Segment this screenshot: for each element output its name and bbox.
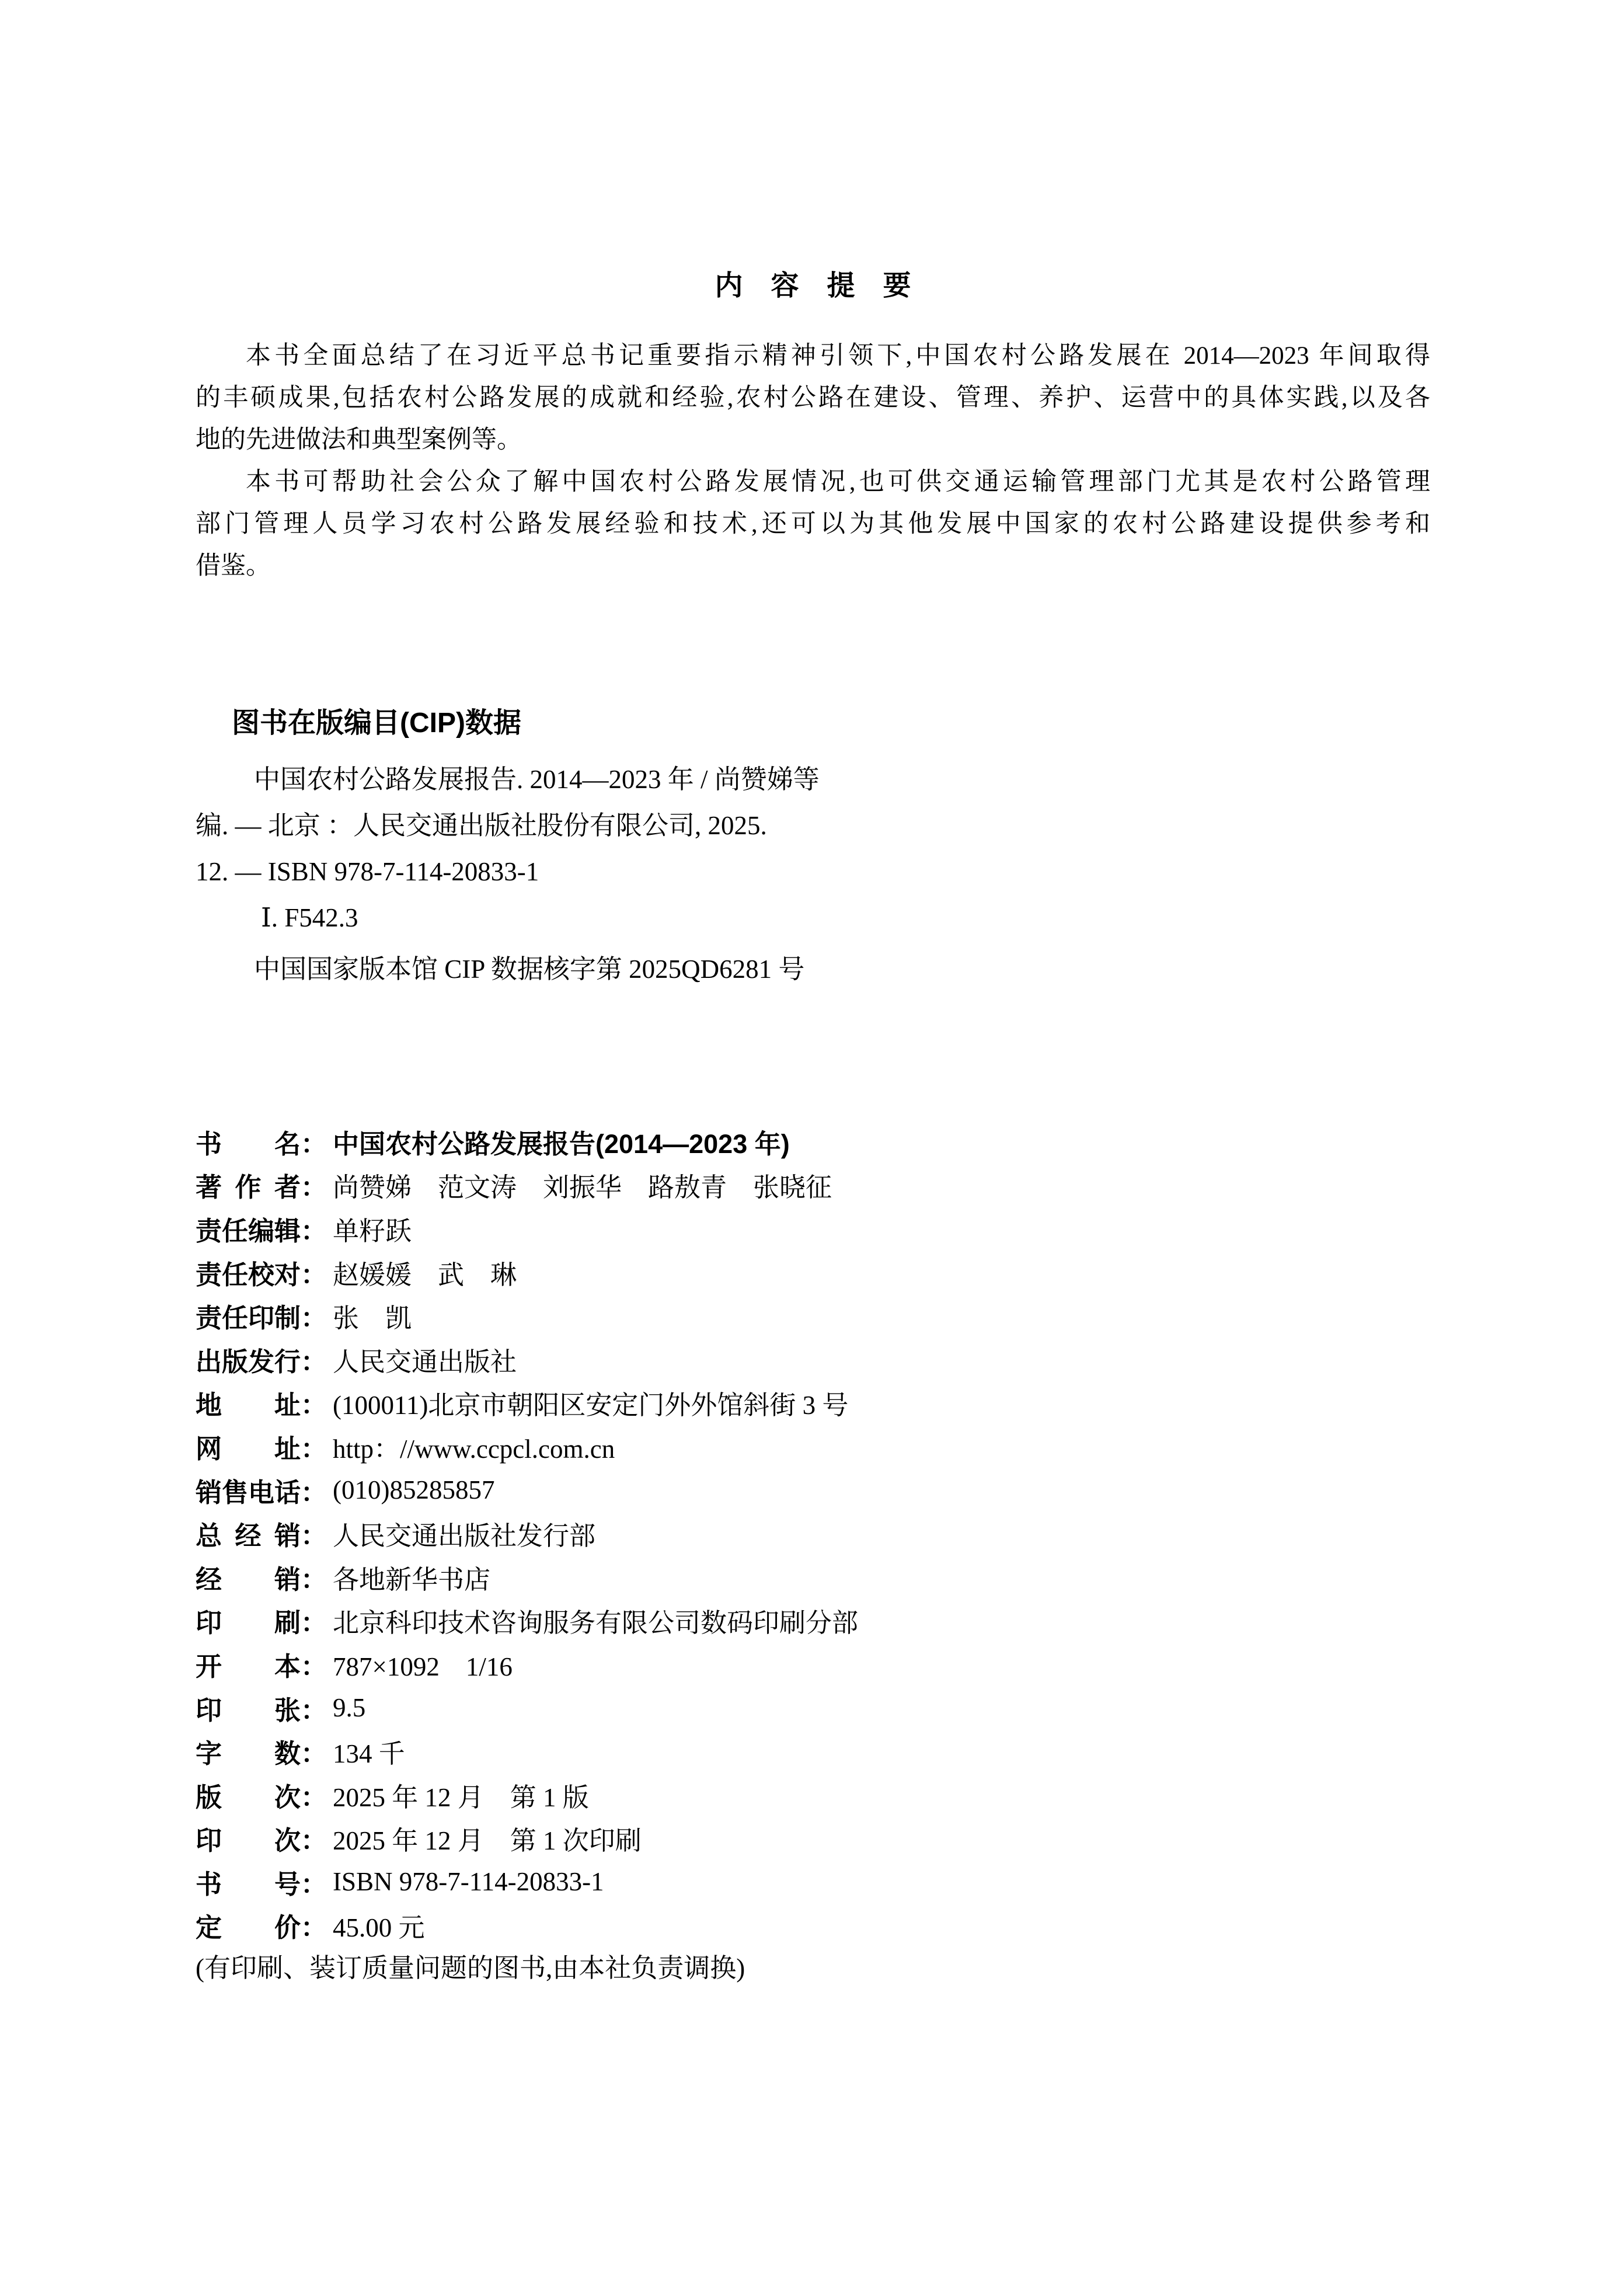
row-value: 2025 年 12 月 第 1 次印刷	[333, 1826, 642, 1856]
row-colon: ：	[301, 1521, 327, 1551]
row-value: 人民交通出版社	[333, 1347, 517, 1377]
colophon-row-word-count	[196, 1729, 1538, 1773]
row-value: 单籽跃	[333, 1216, 412, 1246]
row-colon: ：	[301, 1869, 327, 1899]
row-colon: ：	[301, 1129, 327, 1159]
summary-paragraph1-line2: 的丰硕成果,包括农村公路发展的成就和经验,农村公路在建设、管理、养护、运营中的具体实践,以及各	[196, 384, 1430, 412]
cip-heading: 图书在版编目(CIP)数据	[232, 708, 521, 739]
row-value: 人民交通出版社发行部	[333, 1521, 596, 1551]
cip-line-class: Ⅰ. F542.3	[261, 903, 358, 932]
row-value: 45.00 元	[333, 1913, 425, 1943]
row-label: 销售电话	[196, 1477, 301, 1507]
cip-line-title: 中国农村公路发展报告. 2014—2023 年 / 尚赞娣等	[254, 765, 820, 794]
row-colon: ：	[301, 1651, 327, 1681]
row-colon: ：	[301, 1564, 327, 1594]
row-colon: ：	[301, 1172, 327, 1203]
row-colon: ：	[301, 1826, 327, 1856]
row-label: 出版发行	[196, 1346, 301, 1377]
row-value: 尚赞娣 范文涛 刘振华 路敖青 张晓征	[333, 1173, 832, 1203]
row-value: 2025 年 12 月 第 1 版	[333, 1782, 589, 1812]
colophon-row-print-supervisor	[196, 1294, 1538, 1338]
content-summary	[196, 335, 1430, 587]
row-label: 书 名	[196, 1129, 301, 1159]
colophon-row-website	[196, 1425, 1538, 1468]
row-label: 责任校对	[196, 1259, 301, 1290]
row-label: 字 数	[196, 1739, 301, 1769]
summary-paragraph2-line1: 本书可帮助社会公众了解中国农村公路发展情况,也可供交通运输管理部门尤其是农村公路管理	[246, 468, 1430, 496]
colophon-row-editor	[196, 1207, 1538, 1251]
row-colon: ：	[301, 1259, 327, 1290]
row-value: 赵媛媛 武 琳	[333, 1260, 517, 1290]
quality-note: (有印刷、装订质量问题的图书,由本社负责调换)	[196, 1953, 745, 1983]
row-label: 著 作 者	[196, 1172, 301, 1203]
row-value: (100011)北京市朝阳区安定门外外馆斜街 3 号	[333, 1391, 849, 1420]
cip-line-record: 中国国家版本馆 CIP 数据核字第 2025QD6281 号	[254, 955, 805, 984]
row-value: 中国农村公路发展报告(2014—2023 年)	[333, 1129, 790, 1159]
row-label: 书 号	[196, 1869, 301, 1899]
colophon-row-book-title	[196, 1120, 1538, 1164]
row-colon: ：	[301, 1433, 327, 1464]
colophon-row-distributor	[196, 1555, 1538, 1599]
row-value: 787×1092 1/16	[333, 1652, 513, 1681]
row-colon: ：	[301, 1608, 327, 1638]
row-colon: ：	[301, 1913, 327, 1943]
row-value: ISBN 978-7-114-20833-1	[333, 1867, 604, 1897]
row-label: 经 销	[196, 1564, 301, 1594]
colophon-row-isbn	[196, 1860, 1538, 1904]
summary-paragraph2-line3: 借鉴。	[196, 552, 271, 580]
cip-line-publisher: 编. — 北京 ：人民交通出版社股份有限公司, 2025.	[196, 811, 767, 840]
row-colon: ：	[301, 1739, 327, 1769]
row-label: 地 址	[196, 1390, 301, 1420]
row-value: 北京科印技术咨询服务有限公司数码印刷分部	[333, 1608, 859, 1638]
row-label: 责任印制	[196, 1303, 301, 1333]
row-colon: ：	[301, 1303, 327, 1333]
colophon-row-sales-phone	[196, 1468, 1538, 1512]
summary-paragraph1-line1: 本书全面总结了在习近平总书记重要指示精神引领下,中国农村公路发展在 2014—2023 年间取得	[246, 342, 1430, 370]
row-value: 9.5	[333, 1693, 366, 1723]
row-colon: ：	[301, 1390, 327, 1420]
colophon-row-price	[196, 1904, 1538, 1948]
summary-paragraph2-line2: 部门管理人员学习农村公路发展经验和技术,还可以为其他发展中国家的农村公路建设提供参考和	[196, 510, 1430, 538]
content-summary-title: 内 容 提 要	[715, 270, 911, 301]
row-colon: ：	[301, 1346, 327, 1377]
colophon-row-authors	[196, 1164, 1538, 1207]
row-colon: ：	[301, 1477, 327, 1507]
row-colon: ：	[301, 1695, 327, 1725]
colophon-row-edition	[196, 1773, 1538, 1817]
colophon-row-address	[196, 1381, 1538, 1425]
colophon-row-printer	[196, 1599, 1538, 1643]
cip-line-isbn: 12. — ISBN 978-7-114-20833-1	[196, 857, 539, 886]
colophon-row-impression	[196, 1817, 1538, 1861]
row-value: (010)85285857	[333, 1475, 495, 1505]
row-label: 责任编辑	[196, 1216, 301, 1246]
row-label: 网 址	[196, 1433, 301, 1464]
row-label: 印 次	[196, 1826, 301, 1856]
colophon-row-general-distributor	[196, 1512, 1538, 1555]
row-label: 开 本	[196, 1651, 301, 1681]
row-label: 总 经 销	[196, 1521, 301, 1551]
row-value: http：//www.ccpcl.com.cn	[333, 1434, 615, 1464]
row-label: 版 次	[196, 1782, 301, 1812]
row-label: 定 价	[196, 1913, 301, 1943]
row-label: 印 刷	[196, 1608, 301, 1638]
summary-paragraph1-line3: 地的先进做法和典型案例等。	[196, 426, 522, 454]
colophon-row-publisher	[196, 1338, 1538, 1381]
colophon-row-format	[196, 1642, 1538, 1686]
row-label: 印 张	[196, 1695, 301, 1725]
row-value: 134 千	[333, 1739, 405, 1769]
row-value: 各地新华书店	[333, 1565, 491, 1594]
row-value: 张 凯	[333, 1304, 412, 1333]
row-colon: ：	[301, 1782, 327, 1812]
colophon-list	[196, 1120, 1538, 1947]
colophon-row-proofreaders	[196, 1251, 1538, 1294]
row-colon: ：	[301, 1216, 327, 1246]
colophon-row-sheets	[196, 1686, 1538, 1730]
cip-block	[196, 757, 1430, 992]
